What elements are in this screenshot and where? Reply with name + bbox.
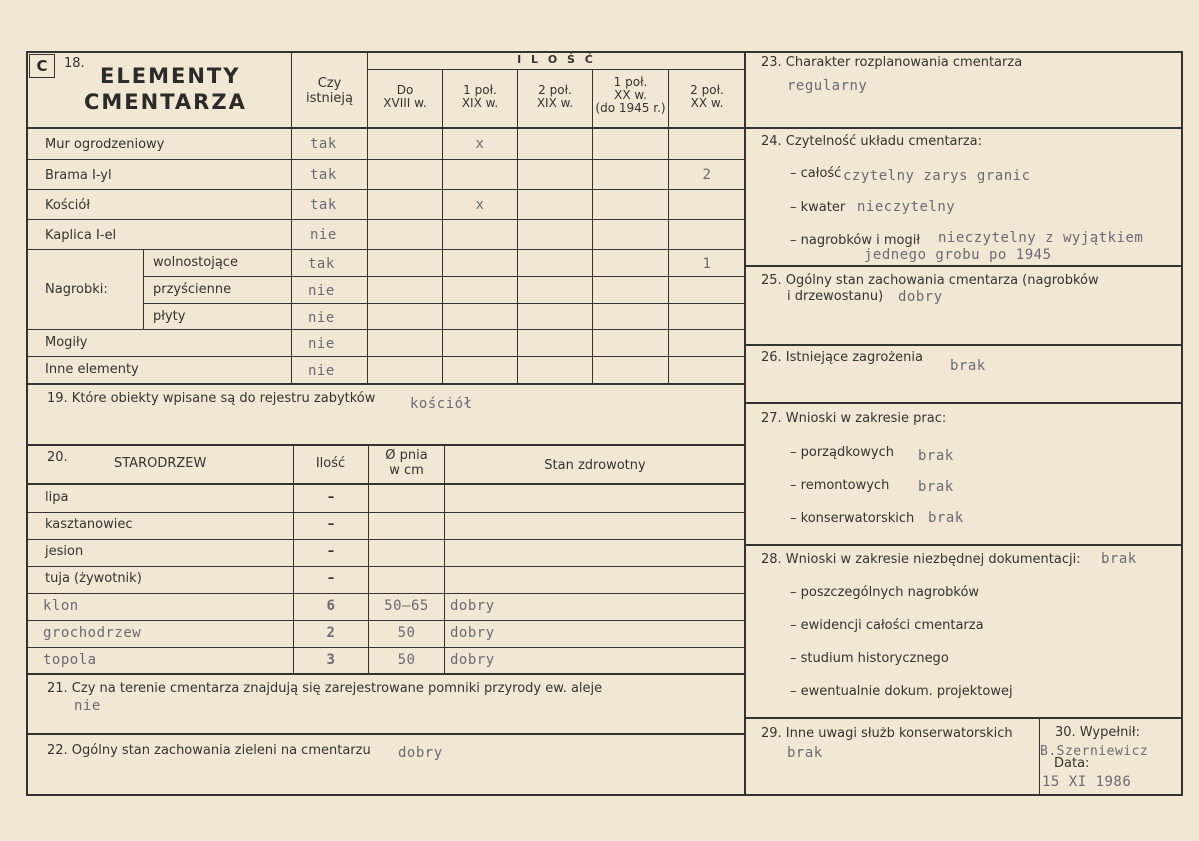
q24-item-label: – całość: [790, 166, 842, 181]
tree-health: dobry: [450, 598, 495, 614]
row-divider: [26, 647, 746, 648]
col-qty-header: I L O Ś Ć: [517, 53, 596, 66]
q18-number: 18.: [64, 56, 85, 71]
q24-item-label: – nagrobków i mogił: [790, 233, 921, 248]
element-period-value: x: [475, 197, 485, 213]
q28-label: 28. Wnioski w zakresie niezbędnej dokumentacji:: [761, 552, 1081, 567]
q24-item-value2: jednego grobu po 1945: [864, 247, 1052, 263]
q28-item: – ewentualnie dokum. projektowej: [790, 684, 1013, 699]
q23-value: regularny: [787, 78, 868, 94]
tree-qty: 3: [326, 652, 336, 668]
element-exists: tak: [310, 136, 337, 152]
nagrobki-exists: nie: [308, 310, 335, 326]
tree-health: dobry: [450, 652, 495, 668]
tree-name: klon: [43, 598, 79, 614]
tree-name: topola: [43, 652, 97, 668]
nagrobki-exists: nie: [308, 283, 335, 299]
q27-item-label: – porządkowych: [790, 445, 894, 460]
element-exists: nie: [308, 363, 335, 379]
row-divider: [26, 512, 746, 513]
period-header-line: XVIII w.: [383, 96, 427, 110]
tree-name: jesion: [45, 544, 84, 559]
section-code-box: C: [29, 54, 55, 78]
q24-item-value: czytelny zarys granic: [843, 168, 1031, 184]
tree-qty: –: [327, 544, 335, 559]
period-header-line: XX w.: [614, 88, 647, 102]
tree-diameter: 50–65: [384, 598, 429, 614]
period-header-line: Do: [396, 83, 414, 97]
q28-item: – ewidencji całości cmentarza: [790, 618, 984, 633]
period-header-line: 1 poł.: [463, 83, 497, 97]
q20-col-diam: Ø pnia w cm: [385, 448, 428, 478]
q30-date-value: 15 XI 1986: [1042, 774, 1132, 790]
q20-col-health: Stan zdrowotny: [544, 458, 646, 473]
title-line2: CMENTARZA: [84, 90, 247, 114]
q27-label: 27. Wnioski w zakresie prac:: [761, 411, 947, 426]
row-divider: [26, 593, 746, 594]
element-label: Inne elementy: [45, 362, 139, 377]
q25-label: 25. Ogólny stan zachowania cmentarza (nagrobków: [761, 273, 1099, 288]
tree-health: dobry: [450, 625, 495, 641]
q21-value: nie: [74, 698, 101, 714]
period-header: [669, 84, 745, 110]
element-label: Kaplica I-el: [45, 228, 117, 243]
q25-label-cont: i drzewostanu): [787, 289, 884, 304]
period-header-line: 2 poł.: [690, 83, 724, 97]
tree-qty: 6: [326, 598, 336, 614]
period-header-line: XIX w.: [461, 96, 499, 110]
element-period-value: x: [475, 136, 485, 152]
q27-item-value: brak: [918, 479, 954, 495]
tree-diameter: 50: [397, 625, 416, 641]
q30-value: B.Szerniewicz: [1040, 744, 1149, 759]
nagrobki-period-value: 1: [702, 256, 712, 272]
q20-title: STARODRZEW: [114, 456, 207, 471]
q24-item-value: nieczytelny z wyjątkiem: [938, 230, 1144, 246]
period-header-line: 2 poł.: [538, 83, 572, 97]
row-divider: [26, 539, 746, 540]
q26-label: 26. Istniejące zagrożenia: [761, 350, 923, 365]
tree-qty: –: [327, 571, 335, 586]
period-header-line: XIX w.: [536, 96, 574, 110]
q23-label: 23. Charakter rozplanowania cmentarza: [761, 55, 1023, 70]
nagrobki-sub-label: wolnostojące: [153, 255, 238, 270]
tree-name: grochodrzew: [43, 625, 142, 641]
q29-label: 29. Inne uwagi służb konserwatorskich: [761, 726, 1013, 741]
element-label: Mogiły: [45, 335, 88, 350]
element-label: Kościół: [45, 198, 91, 213]
tree-qty: –: [327, 517, 335, 532]
nagrobki-label: Nagrobki:: [45, 282, 108, 297]
q24-item-label: – kwater: [790, 200, 846, 215]
q30-label: 30. Wypełnił:: [1055, 725, 1140, 740]
element-period-value: 2: [702, 167, 712, 183]
period-header: [593, 76, 668, 115]
tree-qty: –: [327, 490, 335, 505]
q28-item: – studium historycznego: [790, 651, 949, 666]
q22-label: 22. Ogólny stan zachowania zieleni na cmentarzu: [47, 743, 371, 758]
tree-diameter: 50: [397, 652, 416, 668]
q24-label: 24. Czytelność układu cmentarza:: [761, 134, 983, 149]
tree-name: kasztanowiec: [45, 517, 133, 532]
q24-item-value: nieczytelny: [857, 199, 956, 215]
q26-value: brak: [950, 358, 986, 374]
q19-value: kościół: [410, 396, 473, 412]
q22-value: dobry: [398, 745, 443, 761]
period-header: [368, 84, 442, 110]
q27-item-value: brak: [928, 510, 964, 526]
tree-name: tuja (żywotnik): [45, 571, 142, 586]
q21-label: 21. Czy na terenie cmentarza znajdują się zarejestrowane pomniki przyrody ew. aleje: [47, 681, 603, 696]
element-label: Mur ogrodzeniowy: [45, 137, 165, 152]
element-label: Brama I-yl: [45, 168, 112, 183]
q28-value: brak: [1101, 551, 1137, 567]
period-header-line: 1 poł.: [613, 75, 648, 89]
q27-item-label: – remontowych: [790, 478, 890, 493]
q27-item-value: brak: [918, 448, 954, 464]
row-divider: [26, 566, 746, 567]
nagrobki-exists: tak: [308, 256, 335, 272]
title-line1: ELEMENTY: [100, 64, 241, 88]
q19-label: 19. Które obiekty wpisane są do rejestru zabytków: [47, 391, 376, 406]
element-exists: nie: [310, 227, 337, 243]
q28-item: – poszczególnych nagrobków: [790, 585, 980, 600]
q20-col-qty: Ilość: [315, 456, 346, 471]
nagrobki-sub-label: płyty: [153, 309, 186, 324]
q27-item-label: – konserwatorskich: [790, 511, 915, 526]
element-exists: tak: [310, 197, 337, 213]
q30-date-label: Data:: [1054, 756, 1090, 771]
element-exists: nie: [308, 336, 335, 352]
tree-qty: 2: [326, 625, 336, 641]
nagrobki-sub-label: przyścienne: [153, 282, 232, 297]
period-header-line: XX w.: [690, 96, 724, 110]
tree-name: lipa: [45, 490, 69, 505]
element-exists: tak: [310, 167, 337, 183]
q25-value: dobry: [898, 289, 943, 305]
q29-value: brak: [787, 745, 823, 761]
period-header: [443, 84, 517, 110]
col-exists-header: Czy istnieją: [306, 76, 353, 106]
q20-number: 20.: [47, 450, 68, 465]
row-divider: [26, 620, 746, 621]
period-header: [518, 84, 592, 110]
period-header-line: (do 1945 r.): [595, 101, 666, 115]
